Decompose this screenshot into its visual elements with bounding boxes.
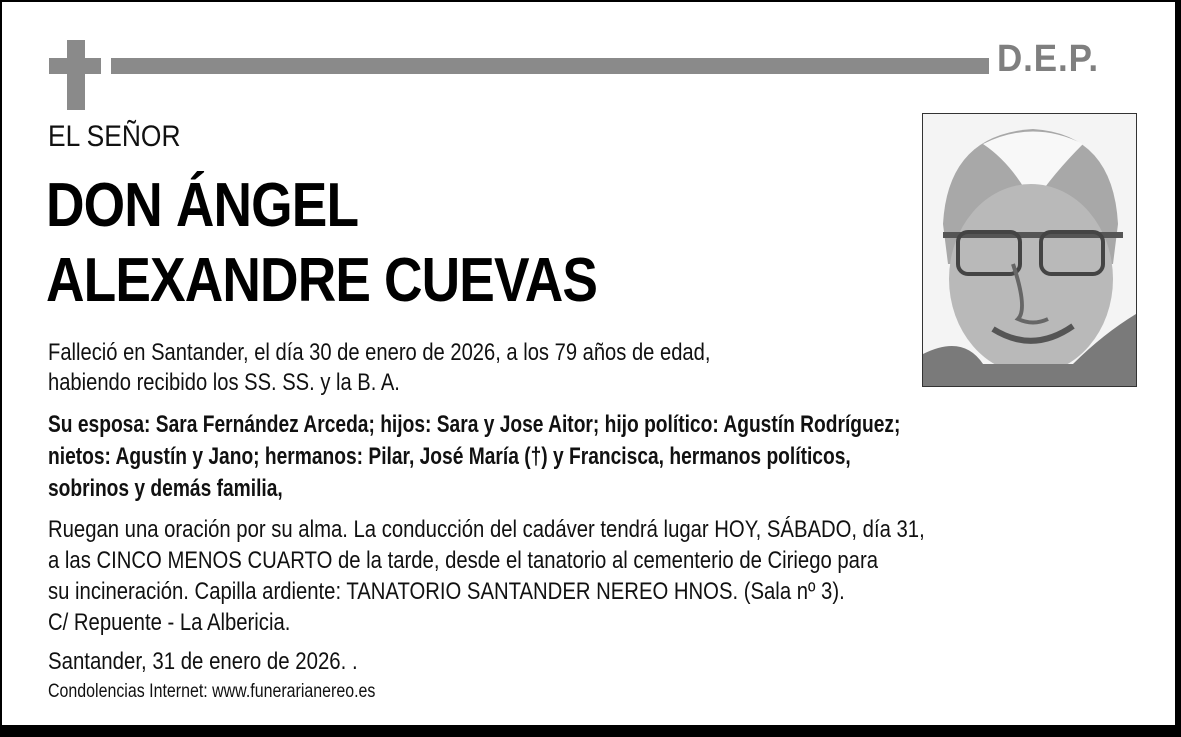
death-notice	[48, 338, 710, 398]
service-line-3: su incineración. Capilla ardiente: TANATORIO SANTANDER NEREO HNOS. (Sala nº 3).	[48, 578, 845, 605]
bottom-border	[0, 726, 1181, 737]
family-line-3: sobrinos y demás familia,	[48, 475, 283, 502]
date-line: Santander, 31 de enero de 2026. .	[48, 648, 358, 675]
portrait-photo	[922, 113, 1137, 387]
portrait-image-icon	[923, 114, 1136, 386]
dep-label: D.E.P.	[997, 38, 1100, 80]
service-line-4: C/ Repuente - La Albericia.	[48, 609, 291, 636]
cross-icon	[67, 40, 85, 110]
service-line-2: a las CINCO MENOS CUARTO de la tarde, desde el tanatorio al cementerio de Ciriego para	[48, 547, 878, 574]
family-list	[48, 409, 900, 505]
honorific: EL SEÑOR	[48, 120, 181, 153]
name-line-1: DON ÁNGEL	[46, 171, 359, 240]
service-details	[48, 514, 925, 638]
name-line-2: ALEXANDRE CUEVAS	[46, 246, 598, 315]
family-line-2: nietos: Agustín y Jano; hermanos: Pilar, José María (†) y Francisca, hermanos políticos,	[48, 443, 851, 470]
death-notice-line-2: habiendo recibido los SS. SS. y la B. A.	[48, 369, 400, 396]
death-notice-line-1: Falleció en Santander, el día 30 de enero de 2026, a los 79 años de edad,	[48, 339, 711, 366]
condolences-link: Condolencias Internet: www.funerarianereo.es	[48, 681, 376, 702]
deceased-name	[46, 168, 597, 318]
service-line-1: Ruegan una oración por su alma. La conducción del cadáver tendrá lugar HOY, SÁBADO, día 31,	[48, 516, 925, 543]
cross-icon-arm	[49, 58, 101, 74]
header-rule	[111, 58, 989, 74]
family-line-1: Su esposa: Sara Fernández Arceda; hijos: Sara y Jose Aitor; hijo político: Agustín Rodríguez;	[48, 411, 901, 438]
obituary-card	[2, 2, 1178, 725]
